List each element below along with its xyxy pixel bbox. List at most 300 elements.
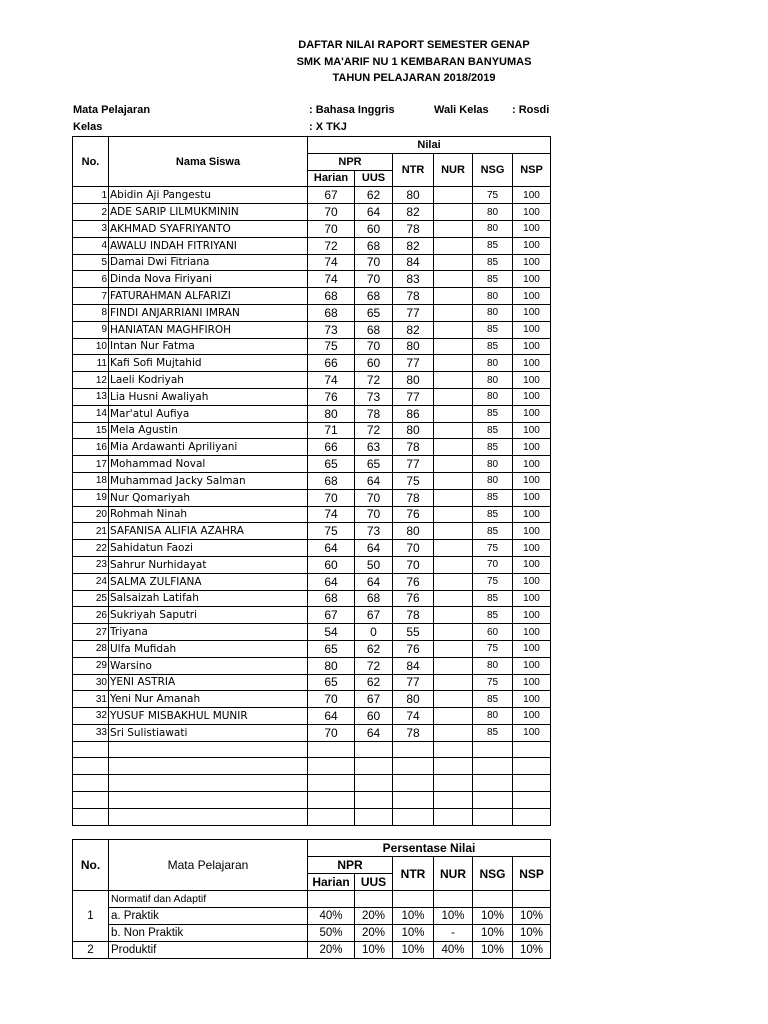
row-no: 8 — [73, 304, 109, 321]
nur-score — [434, 220, 473, 237]
row-no: 1 — [73, 187, 109, 204]
student-row — [73, 338, 551, 355]
nsp-score: 100 — [513, 187, 551, 204]
nsp-score — [513, 741, 551, 758]
ntr-score: 70 — [393, 556, 434, 573]
harian-score: 74 — [308, 271, 355, 288]
harian-score: 76 — [308, 388, 355, 405]
harian-score: 74 — [308, 254, 355, 271]
nsg-score: 85 — [473, 489, 513, 506]
uus-score — [355, 741, 393, 758]
nsg-score: 85 — [473, 506, 513, 523]
row-no: 27 — [73, 624, 109, 641]
nur-score — [434, 472, 473, 489]
row-no: 29 — [73, 657, 109, 674]
pct-row-harian: 40% — [308, 908, 355, 925]
student-row — [73, 439, 551, 456]
harian-score — [308, 792, 355, 809]
student-name: Mela Agustin — [109, 422, 308, 439]
ntr-score: 83 — [393, 271, 434, 288]
nsg-score: 80 — [473, 372, 513, 389]
ntr-score: 78 — [393, 489, 434, 506]
row-no: 14 — [73, 405, 109, 422]
row-no: 12 — [73, 372, 109, 389]
nsg-score: 80 — [473, 204, 513, 221]
nur-score — [434, 624, 473, 641]
ntr-score: 74 — [393, 708, 434, 725]
nsg-score: 80 — [473, 456, 513, 473]
student-name: AWALU INDAH FITRIYANI — [109, 237, 308, 254]
pct-row-ntr: 10% — [393, 942, 434, 959]
uus-score: 64 — [355, 472, 393, 489]
uus-score: 62 — [355, 187, 393, 204]
uus-score — [355, 808, 393, 825]
harian-score: 70 — [308, 204, 355, 221]
nsp-score: 100 — [513, 355, 551, 372]
uus-score — [355, 775, 393, 792]
ntr-score: 77 — [393, 456, 434, 473]
row-no — [73, 758, 109, 775]
row-no: 33 — [73, 724, 109, 741]
student-name: Dinda Nova Firiyani — [109, 271, 308, 288]
student-name: Mohammad Noval — [109, 456, 308, 473]
student-row — [73, 187, 551, 204]
pct-col-nsg-header: NSG — [473, 857, 513, 891]
ntr-score: 84 — [393, 657, 434, 674]
student-name: SALMA ZULFIANA — [109, 573, 308, 590]
nsg-score: 80 — [473, 304, 513, 321]
harian-score: 70 — [308, 691, 355, 708]
nsp-score: 100 — [513, 405, 551, 422]
nsg-score: 85 — [473, 691, 513, 708]
ntr-score: 78 — [393, 724, 434, 741]
pct-col-no-header: No. — [73, 840, 109, 891]
uus-score: 70 — [355, 489, 393, 506]
row-no: 10 — [73, 338, 109, 355]
student-row — [73, 624, 551, 641]
student-name: Sahidatun Faozi — [109, 540, 308, 557]
pct-row-no: 1 — [73, 891, 109, 942]
ntr-score — [393, 758, 434, 775]
nur-score — [434, 640, 473, 657]
nsp-score: 100 — [513, 640, 551, 657]
row-no: 11 — [73, 355, 109, 372]
row-no: 15 — [73, 422, 109, 439]
col-nsg-header: NSG — [473, 153, 513, 187]
nsg-score — [473, 775, 513, 792]
student-name: Mia Ardawanti Apriliyani — [109, 439, 308, 456]
uus-score: 62 — [355, 640, 393, 657]
student-row — [73, 607, 551, 624]
uus-score: 68 — [355, 288, 393, 305]
ntr-score — [393, 808, 434, 825]
pct-row-uus — [355, 891, 393, 908]
nur-score — [434, 439, 473, 456]
nsg-score: 80 — [473, 355, 513, 372]
nur-score — [434, 422, 473, 439]
nur-score — [434, 708, 473, 725]
uus-score: 68 — [355, 237, 393, 254]
harian-score: 70 — [308, 489, 355, 506]
nsg-score: 70 — [473, 556, 513, 573]
student-row — [73, 573, 551, 590]
uus-score: 60 — [355, 220, 393, 237]
pct-row-no: 2 — [73, 942, 109, 959]
harian-score: 64 — [308, 573, 355, 590]
nsp-score: 100 — [513, 237, 551, 254]
student-name: Nur Qomariyah — [109, 489, 308, 506]
row-no: 6 — [73, 271, 109, 288]
student-row — [73, 556, 551, 573]
col-nilai-header: Nilai — [308, 137, 551, 154]
nsg-score: 75 — [473, 540, 513, 557]
pct-row-harian: 20% — [308, 942, 355, 959]
harian-score: 68 — [308, 304, 355, 321]
ntr-score: 80 — [393, 187, 434, 204]
student-name: Warsino — [109, 657, 308, 674]
nsp-score: 100 — [513, 506, 551, 523]
uus-score: 64 — [355, 540, 393, 557]
nur-score — [434, 556, 473, 573]
harian-score — [308, 741, 355, 758]
row-no: 25 — [73, 590, 109, 607]
nsp-score: 100 — [513, 422, 551, 439]
uus-score: 64 — [355, 573, 393, 590]
student-name: Sri Sulistiawati — [109, 724, 308, 741]
row-no: 20 — [73, 506, 109, 523]
nsp-score: 100 — [513, 456, 551, 473]
ntr-score: 76 — [393, 506, 434, 523]
nsg-score: 75 — [473, 187, 513, 204]
homeroom-value: : Rosdi — [512, 104, 550, 116]
uus-score: 0 — [355, 624, 393, 641]
harian-score: 66 — [308, 355, 355, 372]
nur-score — [434, 674, 473, 691]
nsp-score: 100 — [513, 657, 551, 674]
student-row — [73, 388, 551, 405]
ntr-score: 77 — [393, 355, 434, 372]
harian-score: 64 — [308, 708, 355, 725]
pct-col-nur-header: NUR — [434, 857, 473, 891]
uus-score: 62 — [355, 674, 393, 691]
student-name: Salsaizah Latifah — [109, 590, 308, 607]
row-no: 16 — [73, 439, 109, 456]
nsp-score: 100 — [513, 489, 551, 506]
uus-score: 65 — [355, 456, 393, 473]
nur-score — [434, 691, 473, 708]
ntr-score: 78 — [393, 220, 434, 237]
nur-score — [434, 288, 473, 305]
uus-score: 73 — [355, 388, 393, 405]
harian-score: 65 — [308, 456, 355, 473]
nsp-score: 100 — [513, 472, 551, 489]
student-row — [73, 304, 551, 321]
student-name: Laeli Kodriyah — [109, 372, 308, 389]
nsp-score: 100 — [513, 724, 551, 741]
nsg-score — [473, 758, 513, 775]
nur-score — [434, 506, 473, 523]
ntr-score: 77 — [393, 304, 434, 321]
col-ntr-header: NTR — [393, 153, 434, 187]
harian-score: 75 — [308, 338, 355, 355]
pct-row-nsg: 10% — [473, 908, 513, 925]
pct-row-nsg — [473, 891, 513, 908]
nsp-score: 100 — [513, 204, 551, 221]
student-row — [73, 792, 551, 809]
ntr-score: 82 — [393, 204, 434, 221]
nur-score — [434, 758, 473, 775]
student-name: Yeni Nur Amanah — [109, 691, 308, 708]
nsg-score: 80 — [473, 657, 513, 674]
student-name: Intan Nur Fatma — [109, 338, 308, 355]
nsp-score — [513, 775, 551, 792]
uus-score: 68 — [355, 590, 393, 607]
student-row — [73, 271, 551, 288]
ntr-score: 76 — [393, 590, 434, 607]
harian-score: 64 — [308, 540, 355, 557]
student-row — [73, 741, 551, 758]
student-row — [73, 640, 551, 657]
student-name: YUSUF MISBAKHUL MUNIR — [109, 708, 308, 725]
student-row — [73, 506, 551, 523]
row-no: 2 — [73, 204, 109, 221]
student-row — [73, 321, 551, 338]
row-no: 30 — [73, 674, 109, 691]
pct-row-subject: b. Non Praktik — [109, 925, 308, 942]
student-row — [73, 724, 551, 741]
nsp-score — [513, 808, 551, 825]
ntr-score: 80 — [393, 691, 434, 708]
uus-score: 67 — [355, 691, 393, 708]
row-no — [73, 741, 109, 758]
nur-score — [434, 657, 473, 674]
student-name: AKHMAD SYAFRIYANTO — [109, 220, 308, 237]
nsp-score: 100 — [513, 556, 551, 573]
ntr-score: 77 — [393, 674, 434, 691]
ntr-score: 70 — [393, 540, 434, 557]
student-row — [73, 355, 551, 372]
row-no — [73, 775, 109, 792]
student-name: Muhammad Jacky Salman — [109, 472, 308, 489]
nsp-score: 100 — [513, 288, 551, 305]
student-row — [73, 422, 551, 439]
student-name: Lia Husni Awaliyah — [109, 388, 308, 405]
student-row — [73, 657, 551, 674]
nsp-score: 100 — [513, 624, 551, 641]
uus-score: 68 — [355, 321, 393, 338]
nur-score — [434, 388, 473, 405]
pct-row-nsp: 10% — [513, 908, 551, 925]
ntr-score: 76 — [393, 573, 434, 590]
student-row — [73, 523, 551, 540]
uus-score: 78 — [355, 405, 393, 422]
ntr-score — [393, 792, 434, 809]
student-row — [73, 220, 551, 237]
homeroom-label: Wali Kelas — [434, 104, 489, 116]
student-name: Abidin Aji Pangestu — [109, 187, 308, 204]
nsp-score — [513, 758, 551, 775]
student-name: Mar'atul Aufiya — [109, 405, 308, 422]
uus-score: 60 — [355, 355, 393, 372]
uus-score: 67 — [355, 607, 393, 624]
nsg-score: 80 — [473, 288, 513, 305]
ntr-score: 84 — [393, 254, 434, 271]
nsg-score: 85 — [473, 590, 513, 607]
nsg-score: 85 — [473, 523, 513, 540]
nur-score — [434, 607, 473, 624]
ntr-score: 82 — [393, 321, 434, 338]
student-row — [73, 540, 551, 557]
harian-score: 75 — [308, 523, 355, 540]
ntr-score: 78 — [393, 288, 434, 305]
pct-row-uus: 20% — [355, 925, 393, 942]
pct-row-subject: a. Praktik — [109, 908, 308, 925]
nur-score — [434, 741, 473, 758]
harian-score: 71 — [308, 422, 355, 439]
ntr-score: 80 — [393, 372, 434, 389]
class-value: : X TKJ — [309, 121, 347, 133]
nur-score — [434, 489, 473, 506]
pct-row-ntr: 10% — [393, 925, 434, 942]
student-row — [73, 808, 551, 825]
nsg-score: 85 — [473, 237, 513, 254]
ntr-score: 78 — [393, 439, 434, 456]
uus-score: 70 — [355, 254, 393, 271]
school-name: SMK MA'ARIF NU 1 KEMBARAN BANYUMAS — [296, 56, 532, 68]
pct-row — [73, 891, 551, 908]
nur-score — [434, 338, 473, 355]
student-row — [73, 204, 551, 221]
col-npr-header: NPR — [308, 153, 393, 170]
harian-score: 68 — [308, 590, 355, 607]
pct-row-nur: 40% — [434, 942, 473, 959]
pct-row-ntr: 10% — [393, 908, 434, 925]
nsp-score: 100 — [513, 691, 551, 708]
uus-score — [355, 792, 393, 809]
nur-score — [434, 304, 473, 321]
harian-score — [308, 775, 355, 792]
row-no: 31 — [73, 691, 109, 708]
nsg-score: 85 — [473, 607, 513, 624]
pct-row-nsp: 10% — [513, 942, 551, 959]
nsg-score: 85 — [473, 338, 513, 355]
student-name — [109, 792, 308, 809]
nsp-score: 100 — [513, 523, 551, 540]
pct-row-uus: 20% — [355, 908, 393, 925]
uus-score: 70 — [355, 271, 393, 288]
nsg-score: 85 — [473, 724, 513, 741]
student-name — [109, 808, 308, 825]
nur-score — [434, 355, 473, 372]
pct-row-ntr — [393, 891, 434, 908]
nsp-score: 100 — [513, 338, 551, 355]
pct-row-subject: Produktif — [109, 942, 308, 959]
ntr-score: 77 — [393, 388, 434, 405]
harian-score: 70 — [308, 220, 355, 237]
student-name — [109, 741, 308, 758]
pct-col-persentase-header: Persentase Nilai — [308, 840, 551, 857]
col-harian-header: Harian — [308, 170, 355, 187]
pct-col-npr-header: NPR — [308, 857, 393, 874]
nsg-score: 85 — [473, 405, 513, 422]
subject-label: Mata Pelajaran — [73, 104, 151, 116]
pct-row-harian — [308, 891, 355, 908]
col-no-header: No. — [73, 137, 109, 187]
row-no: 13 — [73, 388, 109, 405]
uus-score: 72 — [355, 372, 393, 389]
row-no: 28 — [73, 640, 109, 657]
row-no: 19 — [73, 489, 109, 506]
nsg-score: 75 — [473, 640, 513, 657]
row-no: 5 — [73, 254, 109, 271]
pct-row — [73, 908, 551, 925]
harian-score: 68 — [308, 472, 355, 489]
nur-score — [434, 792, 473, 809]
harian-score: 60 — [308, 556, 355, 573]
pct-row — [73, 942, 551, 959]
student-row — [73, 405, 551, 422]
nsp-score: 100 — [513, 590, 551, 607]
harian-score: 72 — [308, 237, 355, 254]
nsp-score: 100 — [513, 372, 551, 389]
col-nsp-header: NSP — [513, 153, 551, 187]
student-name: SAFANISA ALIFIA AZAHRA — [109, 523, 308, 540]
harian-score — [308, 758, 355, 775]
student-row — [73, 758, 551, 775]
pct-row-nur: - — [434, 925, 473, 942]
percentage-table — [72, 839, 551, 959]
uus-score: 72 — [355, 422, 393, 439]
student-name: FATURAHMAN ALFARIZI — [109, 288, 308, 305]
col-name-header: Nama Siswa — [109, 137, 308, 187]
ntr-score: 86 — [393, 405, 434, 422]
student-name: Ulfa Mufidah — [109, 640, 308, 657]
nsp-score: 100 — [513, 540, 551, 557]
student-row — [73, 691, 551, 708]
nsp-score: 100 — [513, 321, 551, 338]
nsp-score: 100 — [513, 220, 551, 237]
uus-score: 73 — [355, 523, 393, 540]
student-row — [73, 708, 551, 725]
student-row — [73, 254, 551, 271]
student-name: Triyana — [109, 624, 308, 641]
pct-row-subject: Normatif dan Adaptif — [109, 891, 308, 908]
nur-score — [434, 187, 473, 204]
ntr-score: 80 — [393, 422, 434, 439]
student-row — [73, 237, 551, 254]
student-name: ADE SARIP LILMUKMININ — [109, 204, 308, 221]
nur-score — [434, 724, 473, 741]
pct-col-uus-header: UUS — [355, 874, 393, 891]
student-row — [73, 775, 551, 792]
student-row — [73, 288, 551, 305]
ntr-score: 80 — [393, 338, 434, 355]
student-row — [73, 489, 551, 506]
harian-score: 65 — [308, 640, 355, 657]
row-no: 18 — [73, 472, 109, 489]
pct-col-ntr-header: NTR — [393, 857, 434, 891]
pct-row-nsp: 10% — [513, 925, 551, 942]
nsg-score — [473, 808, 513, 825]
grades-table — [72, 136, 551, 826]
row-no: 3 — [73, 220, 109, 237]
uus-score: 64 — [355, 204, 393, 221]
ntr-score — [393, 775, 434, 792]
harian-score: 68 — [308, 288, 355, 305]
nsp-score: 100 — [513, 674, 551, 691]
nsg-score: 80 — [473, 472, 513, 489]
harian-score: 54 — [308, 624, 355, 641]
